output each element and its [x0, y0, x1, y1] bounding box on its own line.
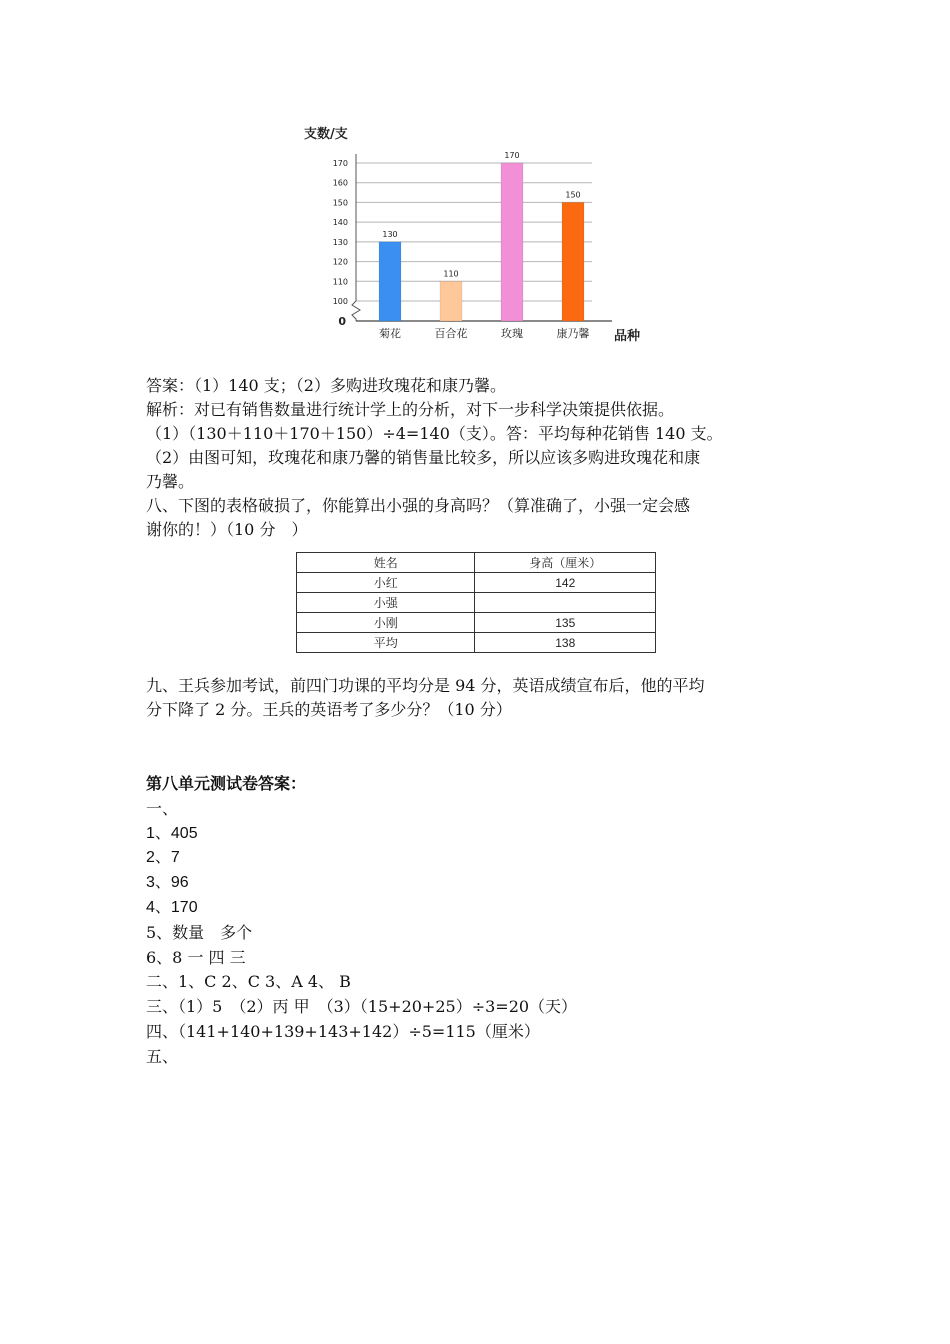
- answers-line: 6、8 一 四 三: [146, 947, 246, 967]
- table-cell: [475, 593, 656, 613]
- x-axis-title: 品种: [614, 329, 641, 344]
- answer-block: [146, 374, 826, 542]
- question-8-line-2: 谢你的！）（10 分 ）: [146, 520, 308, 539]
- answers-line: 五、: [146, 1046, 179, 1066]
- table-cell: 平均: [297, 633, 475, 653]
- y-tick-label: 110: [332, 277, 348, 287]
- bar: [379, 242, 401, 321]
- bar: [562, 202, 584, 321]
- answers-line: 三、（1）5 （2）丙 甲 （3）（15+20+25）÷3=20（天）: [146, 997, 578, 1017]
- answers-line: 一、: [146, 798, 179, 818]
- answers-line: 4、170: [146, 898, 198, 916]
- analysis-line: 解析：对已有销售数量进行统计学上的分析，对下一步科学决策提供依据。: [146, 400, 675, 419]
- table-row: [297, 633, 656, 653]
- y-axis-title: 支数/支: [304, 127, 348, 142]
- table-row: [297, 613, 656, 633]
- bar-chart: [300, 118, 660, 350]
- table-header-row: [297, 553, 656, 573]
- category-label: 菊花: [379, 327, 401, 340]
- bar: [501, 163, 523, 321]
- answers-line: 1、405: [146, 824, 198, 842]
- category-label: 玫瑰: [501, 327, 523, 340]
- table-cell: 小刚: [297, 613, 475, 633]
- y-tick-label: 150: [332, 198, 348, 208]
- category-label: 百合花: [434, 327, 468, 340]
- y-origin-label: 0: [338, 315, 346, 328]
- y-tick-label: 140: [332, 218, 348, 228]
- table-row: [297, 573, 656, 593]
- answers-line: 四、（141+140+139+143+142）÷5=115（厘米）: [146, 1021, 540, 1041]
- question-9-line-1: 九、王兵参加考试，前四门功课的平均分是 94 分，英语成绩宣布后，他的平均: [146, 676, 705, 695]
- axis-break-mark: [352, 301, 360, 321]
- bar-value-label: 130: [382, 229, 398, 239]
- answers-line: 3、96: [146, 874, 189, 892]
- question-9-line-2: 分下降了 2 分。王兵的英语考了多少分？（10 分）: [146, 700, 512, 719]
- analysis-step-2: （2）由图可知，玫瑰花和康乃馨的销售量比较多，所以应该多购进玫瑰花和康: [146, 448, 701, 467]
- answers-title: 第八单元测试卷答案：: [146, 774, 307, 793]
- question-8-line-1: 八、下图的表格破损了，你能算出小强的身高吗？（算准确了，小强一定会感: [146, 496, 691, 515]
- table-row: [297, 593, 656, 613]
- analysis-step-2-cont: 乃馨。: [146, 472, 195, 491]
- answers-line: 5、数量 多个: [146, 922, 253, 942]
- y-tick-label: 130: [332, 237, 348, 247]
- table-cell: 135: [475, 613, 656, 633]
- bar-value-label: 110: [443, 269, 459, 279]
- y-tick-label: 120: [332, 257, 348, 267]
- y-tick-label: 170: [332, 159, 348, 168]
- answer-line: 答案：（1）140 支；（2）多购进玫瑰花和康乃馨。: [146, 376, 506, 395]
- table-cell: 小红: [297, 573, 475, 593]
- table-cell: 小强: [297, 593, 475, 613]
- answers-line: 2、7: [146, 849, 180, 867]
- table-cell: 142: [475, 573, 656, 593]
- question-9-block: [146, 674, 826, 722]
- chart-labels: [304, 126, 641, 344]
- y-tick-label: 100: [332, 297, 348, 306]
- table-header-cell: 身高（厘米）: [475, 553, 656, 573]
- table-header-cell: 姓名: [297, 553, 475, 573]
- analysis-step-1: （1）（130＋110＋170＋150）÷4=140（支）。答：平均每种花销售 140 支。: [146, 424, 723, 443]
- answers-line: 二、1、C 2、C 3、A 4、 B: [146, 972, 351, 992]
- y-tick-label: 160: [332, 178, 348, 188]
- bar-value-label: 170: [504, 151, 520, 160]
- bar-value-label: 150: [565, 190, 581, 200]
- bar: [440, 281, 462, 321]
- table-cell: 138: [475, 633, 656, 653]
- category-label: 康乃馨: [556, 327, 590, 340]
- answers-section: [146, 772, 826, 1070]
- height-table: [296, 552, 656, 653]
